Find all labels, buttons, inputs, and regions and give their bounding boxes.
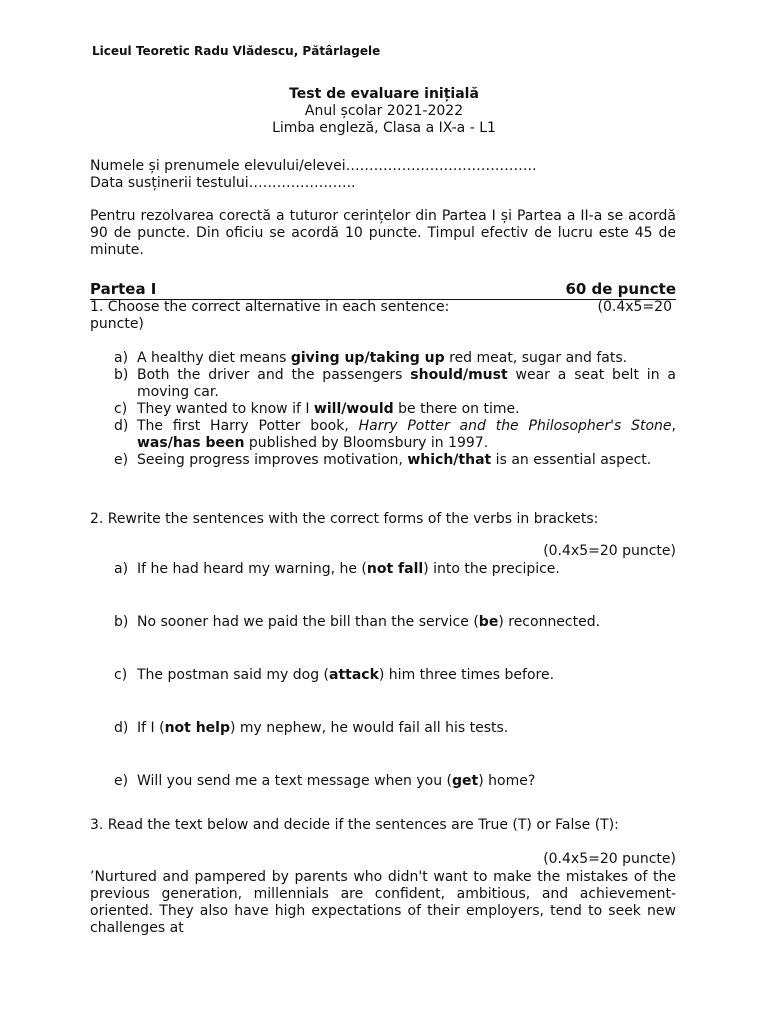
list-item: d) The first Harry Potter book, Harry Potter and the Philosopher's Stone, was/has been published by Bloomsbury in 1997. [114,418,676,451]
list-item: e) Will you send me a text message when you (get) home? [114,773,536,789]
list-item: c) They wanted to know if I will/would be there on time. [114,401,520,417]
list-item: b) Both the driver and the passengers should/must wear a seat belt in a moving car. [114,367,677,400]
subject-line: Limba engleză, Clasa a IX-a - L1 [272,120,496,136]
list-item: a) If he had heard my warning, he (not fall) into the precipice. [114,561,560,577]
list-item: e) Seeing progress improves motivation, which/that is an essential aspect. [114,452,652,468]
reading-passage: ’Nurtured and pampered by parents who didn't want to make the mistakes of the previous generation, millennials are confident, ambitious, and achievement-oriented. They also have high expectations of their employers, tend to seek new challenges at [90,869,676,936]
test-header [92,86,676,137]
exercise-1-instruction: 1. Choose the correct alternative in each sentence: [90,299,450,315]
student-info [90,158,690,192]
part-header [90,281,676,300]
general-instructions: Pentru rezolvarea corectă a tuturor cerințelor din Partea I și Partea a II-a se acordă 90 de puncte. Din oficiu se acordă 10 puncte. Timpul efectiv de lucru este 45 de minute. [90,208,676,258]
exercise-3 [90,817,676,936]
exercise-1-list [90,350,676,469]
test-date-line: Data susținerii testului………………….. [90,175,356,191]
student-name-line: Numele și prenumele elevului/elevei………………….………………. [90,158,537,174]
school-name: Liceul Teoretic Radu Vlădescu, Pătârlagele [92,44,381,58]
exercise-1-header [90,299,676,316]
exercise-2-instruction: 2. Rewrite the sentences with the correct forms of the verbs in brackets: [90,511,599,527]
part-points: 60 de puncte [565,280,676,298]
list-item: a) A healthy diet means giving up/taking up red meat, sugar and fats. [114,350,628,366]
part-label: Partea I [90,280,157,298]
exercise-2-points: (0.4x5=20 puncte) [543,543,676,559]
list-item: d) If I (not help) my nephew, he would fail all his tests. [114,720,509,736]
test-title: Test de evaluare inițială [289,86,479,102]
exercise-3-points: (0.4x5=20 puncte) [543,851,676,867]
exercise-1-points-cont: puncte) [90,316,144,332]
list-item: c) The postman said my dog (attack) him three times before. [114,667,555,683]
exercise-1 [90,299,677,468]
exercise-1-points: (0.4x5=20 [597,299,672,315]
exercise-2 [90,511,676,789]
school-year: Anul școlar 2021-2022 [304,103,464,119]
exercise-3-instruction: 3. Read the text below and decide if the sentences are True (T) or False (T): [90,817,619,833]
list-item: b) No sooner had we paid the bill than the service (be) reconnected. [114,614,601,630]
